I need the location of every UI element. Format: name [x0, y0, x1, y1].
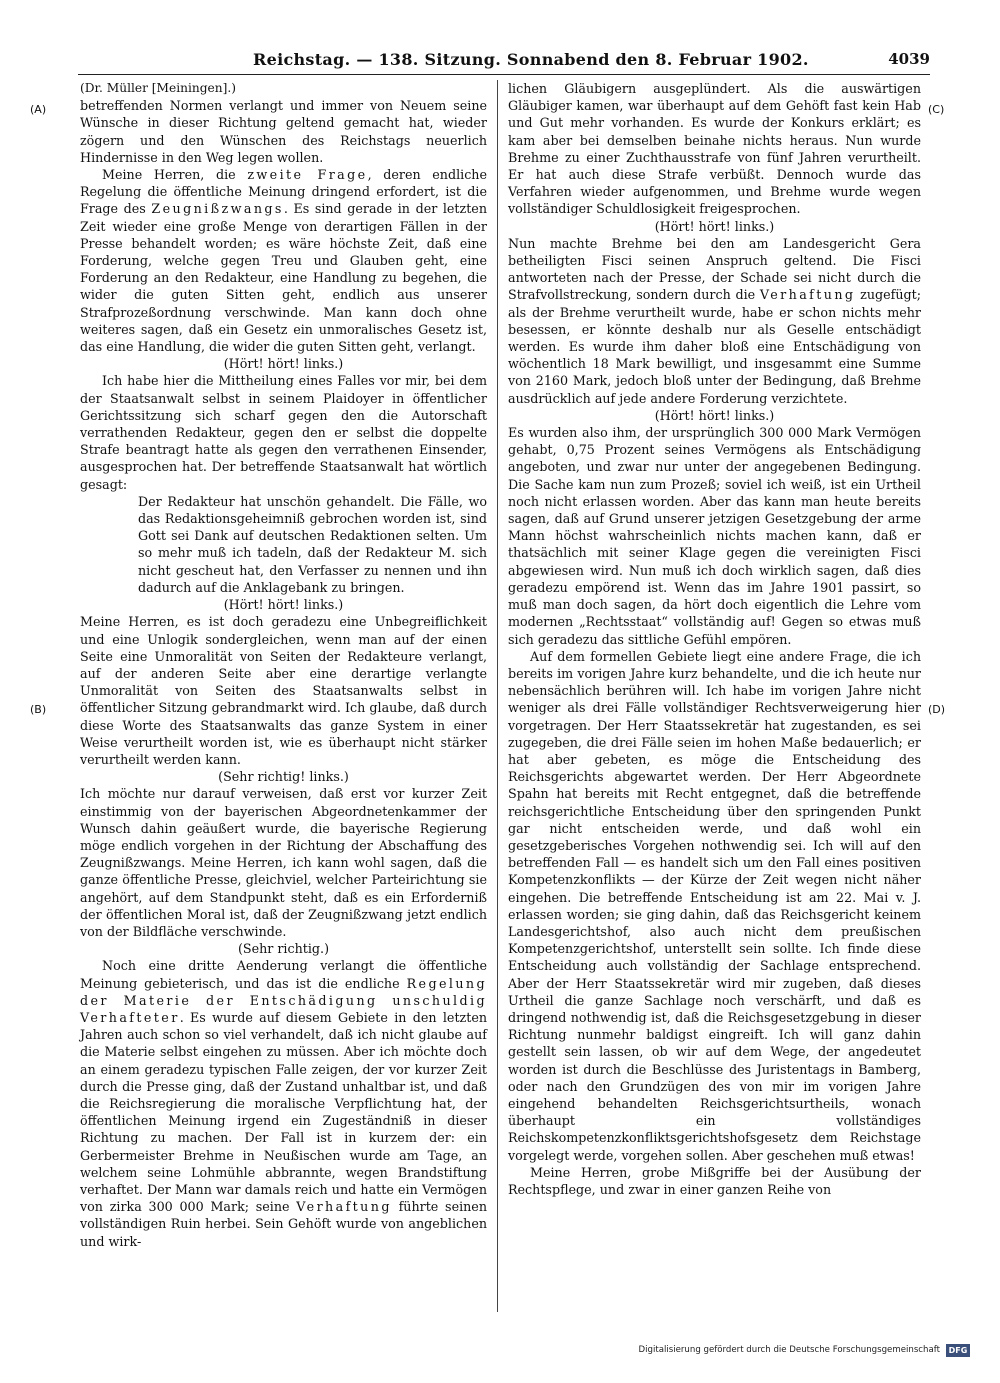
paragraph: Meine Herren, es ist doch geradezu eine Unbegreiflichkeit und eine Unlogik sondergleichen, wenn man auf der einen Seite eine Unmoralität von Seiten der Redakteure verlangt, auf der anderen Seite aber eine derartige verlangte Unmoralität von Seiten des Staatsanwalts selbst in öffentlicher Sitzung gebrandmarkt wird. Ich glaube, daß durch diese Worte des Staatsanwalts das ganze System in einer Weise verurtheilt worden ist, wie es überhaupt nicht stärker verurtheilt werden kann.: [80, 614, 487, 767]
emphasis: Zeugnißzwangs: [151, 201, 284, 217]
interjection: (Sehr richtig.): [237, 941, 330, 957]
paragraph: lichen Gläubigern ausgeplündert. Als die auswärtigen Gläubiger kamen, war überhaupt auf dem Gehöft fast kein Hab und Gut mehr vorhanden. Es wurde der Konkurs erklärt; es kam aber bei demselben beinahe nichts heraus. Nun wurde Brehme zu einer Zuchthausstrafe von fünf Jahren verurtheilt. Er hat auch diese Strafe verbüßt. Dennoch wurde das Verfahren wieder aufgenommen, und Brehme wurde wegen vollständiger Schuldlosigkeit freigesprochen.: [508, 81, 921, 217]
margin-letter-a: (A): [30, 103, 47, 116]
paragraph: Meine Herren, grobe Mißgriffe bei der Ausübung der Rechtspflege, und zwar in einer ganzen Reihe von: [508, 1164, 921, 1197]
margin-letter-d: (D): [928, 703, 946, 716]
emphasis: Regelung der Materie der Entschädigung unschuldig Verhafteter: [80, 975, 487, 1025]
block-quote: Der Redakteur hat unschön gehandelt. Die Fälle, wo das Redaktionsgeheimniß gebrochen worden ist, sind Gott sei Dank auf deutschen Redaktionen selten. Um so mehr muß ich tadeln, daß der Redakteur M. sich nicht gescheut hat, den Verfasser zu nennen und ihn dadurch auf die Anklagebank zu bringen.: [138, 493, 487, 595]
emphasis: Verhaftung: [296, 1199, 392, 1215]
paragraph: Auf dem formellen Gebiete liegt eine andere Frage, die ich bereits im vorigen Jahre kurz behandelte, und die ich heute nur nebensächlich berühren will. Ich habe im vorigen Jahre nicht weniger als drei Fälle vollständiger Rechtsverweigerung hier vorgetragen. Der Herr Staatssekretär hat zugestanden, es sei zugegeben, die drei Fälle seien im hohen Maße bedauerlich; er hat aber gebeten, es möge die Entscheidung des Reichsgerichts abgewartet werden. Der Herr Abgeordnete Spahn hat bereits mit Recht entgegnet, daß die betreffende reichsgerichtliche Entscheidung über den springenden Punkt gar nicht entscheiden werde, und daß wohl ein gesetzgeberisches Vorgehen nothwendig sei. Ich will auf den betreffenden Fall — es handelt sich um den Fall eines positiven Kompetenzkonflikts — der Kürze der Zeit wegen nicht näher eingehen. Die betreffende Entscheidung ist am 22. Mai v. J. erlassen worden; sie ging dahin, daß das Reichsgericht keinem Landesgerichtshof, also auch nicht dem preußischen Kompetenzgerichtshof, unterstellt sein sollte. Ich finde diese Entscheidung auch vollständig der Sachlage entsprechend. Aber der Herr Staatssekretär wird mir zugeben, daß dieses Urtheil die ganze Sachlage noch verschärft, und daß es dringend nothwendig ist, daß die Reichsgesetzgebung in dieser Richtung nunmehr baldigst eingreift. Ich will ganz dahin gestellt sein lassen, ob wir auf dem Wege, der angedeutet worden ist durch die Beschlüsse des Juristentags in Bamberg, oder nach den Grundzügen des von mir im vorigen Jahre eingehend behandelten Reichsgerichtsurtheils, wonach überhaupt ein vollständiges Reichskompetenzkonfliktsgerichtshofsgesetz dem Reichstage vorgelegt werde, vorgehen sollen. Aber geschehen muß etwas!: [508, 648, 921, 1163]
emphasis: zweite Frage: [247, 167, 368, 183]
dfg-logo-icon: DFG: [946, 1344, 970, 1357]
paragraph: Ich möchte nur darauf verweisen, daß erst vor kurzer Zeit einstimmig von der bayerischen Abgeordnetenkammer der Wunsch dahin geäußert wurde, die bayerische Regierung möge endlich vorgehen in der Richtung der Abschaffung des Zeugnißzwangs. Meine Herren, ich kann wohl sagen, daß die ganze öffentliche Presse, gleichviel, welcher Parteirichtung sie angehört, auf dem Standpunkt steht, daß es ein Erforderniß der öffentlichen Moral ist, daß der Zeugnißzwang jetzt endlich von der Bildfläche verschwinde.: [80, 786, 487, 939]
speaker-tag: (Dr. Müller [Meiningen].): [80, 81, 236, 95]
interjection: (Hört! hört! links.): [654, 218, 775, 234]
interjection: (Hört! hört! links.): [223, 356, 344, 372]
interjection: (Hört! hört! links.): [654, 407, 775, 423]
paragraph: betreffenden Normen verlangt und immer von Neuem seine Wünsche in dieser Richtung geltend gemacht hat, wieder zögern und den Wünschen des Reichstags neuerlich Hindernisse in den Weg legen wollen.: [80, 98, 487, 165]
paragraph: Ich habe hier die Mittheilung eines Falles vor mir, bei dem der Staatsanwalt selbst in seinem Plaidoyer in öffentlicher Gerichtssitzung sich scharf gegen den die Autorschaft verrathenden Redakteur, gegen den er selbst die doppelte Strafe beantragt hatte als gegen den verrathenen Einsender, ausgesprochen hat. Der betreffende Staatsanwalt hat wörtlich gesagt:: [80, 373, 487, 492]
interjection: (Sehr richtig! links.): [218, 769, 349, 785]
interjection: (Hört! hört! links.): [223, 597, 344, 613]
paragraph: Meine Herren, die zweite Frage, deren endliche Regelung die öffentliche Meinung dringend erfordert, ist die Frage des Zeugnißzwangs. Es sind gerade in der letzten Zeit wieder eine große Menge von derartigen Fällen in der Presse behandelt worden; es wäre höchste Zeit, daß eine Forderung, welche gegen Treu und Glauben geht, eine Forderung an den Redakteur, eine Handlung zu begehen, die wider die guten Sitten geht, endlich aus unserer Strafprozeßordnung verschwinde. Man kann doch ohne weiteres sagen, daß ein Gesetz ein unmoralisches Gesetz ist, das eine Handlung, die wider die guten Sitten geht, verlangt.: [80, 167, 487, 355]
footer-credit: Digitalisierung gefördert durch die Deutsche Forschungsgemeinschaft: [638, 1345, 940, 1355]
page-number: 4039: [888, 50, 930, 68]
paragraph: Noch eine dritte Aenderung verlangt die öffentliche Meinung gebieterisch, und das ist die endliche Regelung der Materie der Entschädigung unschuldig Verhafteter. Es wurde auf diesem Gebiete in den letzten Jahren auch schon so viel verhandelt, daß ich nicht glaube auf die Materie selbst eingehen zu müssen. Aber ich möchte doch an einem geradezu typischen Falle zeigen, der vor kurzer Zeit durch die Presse ging, daß der Zustand unhaltbar ist, und daß die Reichsregierung die moralische Verpflichtung hat, der öffentlichen Meinung irgend ein Zugeständniß in dieser Richtung zu machen. Der Fall ist in kurzem der: ein Gerbermeister Brehme in Neußischen wurde am Tage, an welchem seine Lohmühle abbrannte, wegen Brandstiftung verhaftet. Der Mann war damals reich und hatte ein Vermögen von zirka 300 000 Mark; seine Verhaftung führte seinen vollständigen Ruin herbei. Sein Gehöft wurde von angeblichen und wirk-: [80, 958, 487, 1249]
running-title: Reichstag. — 138. Sitzung. Sonnabend den 8. Februar 1902.: [253, 50, 809, 69]
footer: [638, 1341, 970, 1359]
right-column: [508, 80, 921, 1198]
margin-letter-c: (C): [928, 103, 945, 116]
emphasis: Verhaftung: [759, 287, 856, 303]
page-header: [78, 50, 930, 75]
margin-letter-b: (B): [30, 703, 47, 716]
left-column: [80, 80, 487, 1250]
paragraph: Es wurden also ihm, der ursprünglich 300 000 Mark Vermögen gehabt, 0,75 Prozent seines Vermögens als Entschädigung angeboten, und zwar nur unter der angegebenen Bedingung. Die Sache kam nun zum Prozeß; soviel ich weiß, ist ein Urtheil noch nicht erlassen worden. Aber das kann man heute bereits sagen, daß auf Grund unserer jetzigen Gesetzgebung der arme Mann höchst wahrscheinlich nichts machen kann, daß er thatsächlich mit seiner Klage gegen die vereinigten Fisci abgewiesen wird. Nun muß ich doch wirklich sagen, daß dies geradezu empörend ist. Wenn das im Jahre 1901 passirt, so muß man doch sagen, da hört doch eigentlich die Lehre vom modernen „Rechtsstaat“ vollständig auf! Gegen so etwas muß sich geradezu das sittliche Gefühl empören.: [508, 425, 921, 647]
column-divider: [497, 80, 498, 1312]
paragraph: Nun machte Brehme bei den am Landesgericht Gera betheiligten Fisci seinen Anspruch geltend. Die Fisci antworteten nach der Presse, der Schade sei nicht durch die Strafvollstreckung, sondern durch die Verhaftung zugefügt; als der Brehme verurtheilt wurde, habe er schon nichts mehr besessen, er könnte deshalb nur als Geselle entschädigt werden. Es wurde ihm daher bloß eine Entschädigung von wöchentlich 18 Mark bewilligt, und insgesammt eine Summe von 2160 Mark, jedoch bloß unter der Bedingung, daß Brehme ausdrücklich auf jede andere Forderung verzichtete.: [508, 235, 921, 406]
